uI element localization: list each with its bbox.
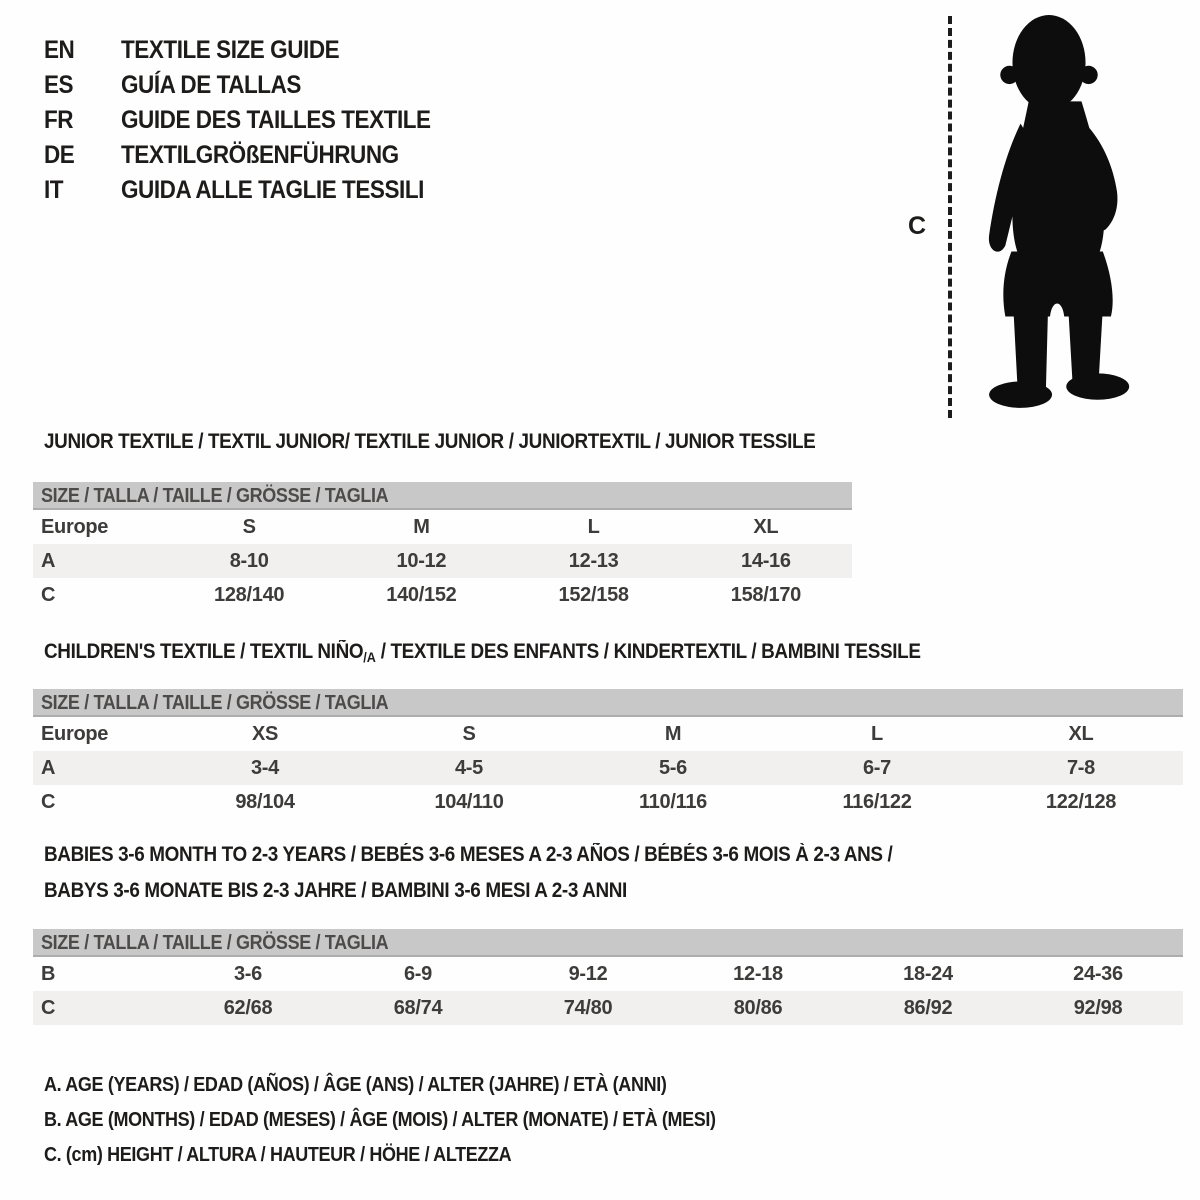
junior-size-table xyxy=(33,482,852,612)
children-row-age-years xyxy=(33,751,1183,785)
table-cell: 158/170 xyxy=(730,583,801,606)
table-cell: S xyxy=(242,515,256,538)
row-label: Europe xyxy=(41,722,109,745)
table-cell: 62/68 xyxy=(223,996,273,1019)
babies-row-height-cm xyxy=(33,991,1183,1025)
table-cell: 68/74 xyxy=(393,996,443,1019)
row-label: B xyxy=(41,962,56,985)
table-cell: 122/128 xyxy=(1045,790,1117,813)
table-cell: 80/86 xyxy=(733,996,783,1019)
table-cell: 128/140 xyxy=(214,583,285,606)
lang-row-fr xyxy=(44,103,465,138)
table-cell: 10-12 xyxy=(396,549,447,572)
table-cell: XL xyxy=(1068,722,1094,745)
table-cell: 6-9 xyxy=(403,962,432,985)
table-cell: 8-10 xyxy=(229,549,269,572)
dashed-measure-line xyxy=(948,16,952,418)
table-cell: 92/98 xyxy=(1073,996,1123,1019)
junior-row-height-cm xyxy=(33,578,852,612)
babies-section-title-line2: BABYS 3-6 MONATE BIS 2-3 JAHRE / BAMBINI 3-6 MESI A 2-3 ANNI xyxy=(44,879,627,902)
children-row-height-cm xyxy=(33,785,1183,819)
junior-section-title: JUNIOR TEXTILE / TEXTIL JUNIOR/ TEXTILE JUNIOR / JUNIORTEXTIL / JUNIOR TESSILE xyxy=(44,430,816,453)
row-label: C xyxy=(41,790,56,813)
table-cell: 14-16 xyxy=(741,549,791,572)
lang-code-es: ES xyxy=(44,71,74,99)
table-cell: XL xyxy=(753,515,779,538)
lang-code-fr: FR xyxy=(44,106,74,134)
lang-code-it: IT xyxy=(44,176,64,204)
table-cell: 4-5 xyxy=(454,756,483,779)
table-cell: S xyxy=(462,722,476,745)
table-cell: 86/92 xyxy=(903,996,953,1019)
children-row-europe xyxy=(33,717,1183,751)
table-cell: 98/104 xyxy=(235,790,295,813)
table-cell: 9-12 xyxy=(568,962,608,985)
language-title-list xyxy=(44,33,465,208)
height-measure-label-c: C xyxy=(908,212,927,240)
junior-size-header-bar: SIZE / TALLA / TAILLE / GRÖSSE / TAGLIA xyxy=(33,482,852,510)
table-cell: 116/122 xyxy=(842,790,912,813)
row-label: C xyxy=(41,583,56,606)
table-cell: 12-13 xyxy=(568,549,619,572)
table-cell: L xyxy=(587,515,600,538)
lang-row-it xyxy=(44,173,465,208)
table-cell: 104/110 xyxy=(434,790,504,813)
legend-line-b: B. AGE (MONTHS) / EDAD (MESES) / ÂGE (MOIS) / ALTER (MONATE) / ETÀ (MESI) xyxy=(44,1109,716,1131)
table-cell: 24-36 xyxy=(1073,962,1123,985)
lang-row-es xyxy=(44,68,465,103)
children-size-header-bar: SIZE / TALLA / TAILLE / GRÖSSE / TAGLIA xyxy=(33,689,1183,717)
row-label: A xyxy=(41,756,56,779)
babies-size-header-bar: SIZE / TALLA / TAILLE / GRÖSSE / TAGLIA xyxy=(33,929,1183,957)
children-section-title: CHILDREN'S TEXTILE / TEXTIL NIÑO/A / TEXTILE DES ENFANTS / KINDERTEXTIL / BAMBINI TESSILE xyxy=(44,640,921,665)
nino-a-subscript: /A xyxy=(363,649,376,665)
table-cell: 3-4 xyxy=(250,756,279,779)
babies-size-table xyxy=(33,929,1183,1025)
table-cell: 152/158 xyxy=(558,583,629,606)
table-cell: 6-7 xyxy=(862,756,891,779)
row-label: A xyxy=(41,549,56,572)
lang-code-de: DE xyxy=(44,141,75,169)
lang-title-en: TEXTILE SIZE GUIDE xyxy=(121,36,340,64)
table-cell: 110/116 xyxy=(639,790,707,813)
junior-row-age-years xyxy=(33,544,852,578)
row-label: Europe xyxy=(41,515,109,538)
lang-title-it: GUIDA ALLE TAGLIE TESSILI xyxy=(121,176,424,204)
toddler-silhouette-icon xyxy=(964,12,1134,418)
lang-title-de: TEXTILGRÖßENFÜHRUNG xyxy=(121,141,399,169)
table-cell: 74/80 xyxy=(563,996,613,1019)
babies-section-title-line1: BABIES 3-6 MONTH TO 2-3 YEARS / BEBÉS 3-6 MESES A 2-3 AÑOS / BÉBÉS 3-6 MOIS À 2-3 ANS / xyxy=(44,843,893,866)
legend-line-c: C. (cm) HEIGHT / ALTURA / HAUTEUR / HÖHE / ALTEZZA xyxy=(44,1144,512,1166)
table-cell: 3-6 xyxy=(233,962,262,985)
table-cell: 12-18 xyxy=(733,962,783,985)
legend-line-a: A. AGE (YEARS) / EDAD (AÑOS) / ÂGE (ANS) / ALTER (JAHRE) / ETÀ (ANNI) xyxy=(44,1074,667,1096)
table-cell: 5-6 xyxy=(658,756,687,779)
lang-title-es: GUÍA DE TALLAS xyxy=(121,71,301,99)
lang-title-fr: GUIDE DES TAILLES TEXTILE xyxy=(121,106,431,134)
table-cell: 140/152 xyxy=(386,583,457,606)
babies-row-age-months xyxy=(33,957,1183,991)
lang-row-en xyxy=(44,33,465,68)
table-cell: 18-24 xyxy=(903,962,953,985)
table-cell: XS xyxy=(251,722,279,745)
legend xyxy=(44,1068,790,1173)
table-cell: 7-8 xyxy=(1066,756,1095,779)
row-label: C xyxy=(41,996,56,1019)
children-size-table xyxy=(33,689,1183,819)
table-cell: M xyxy=(413,515,430,538)
lang-code-en: EN xyxy=(44,36,75,64)
table-cell: M xyxy=(664,722,682,745)
lang-row-de xyxy=(44,138,465,173)
junior-row-europe xyxy=(33,510,852,544)
table-cell: L xyxy=(871,722,883,745)
